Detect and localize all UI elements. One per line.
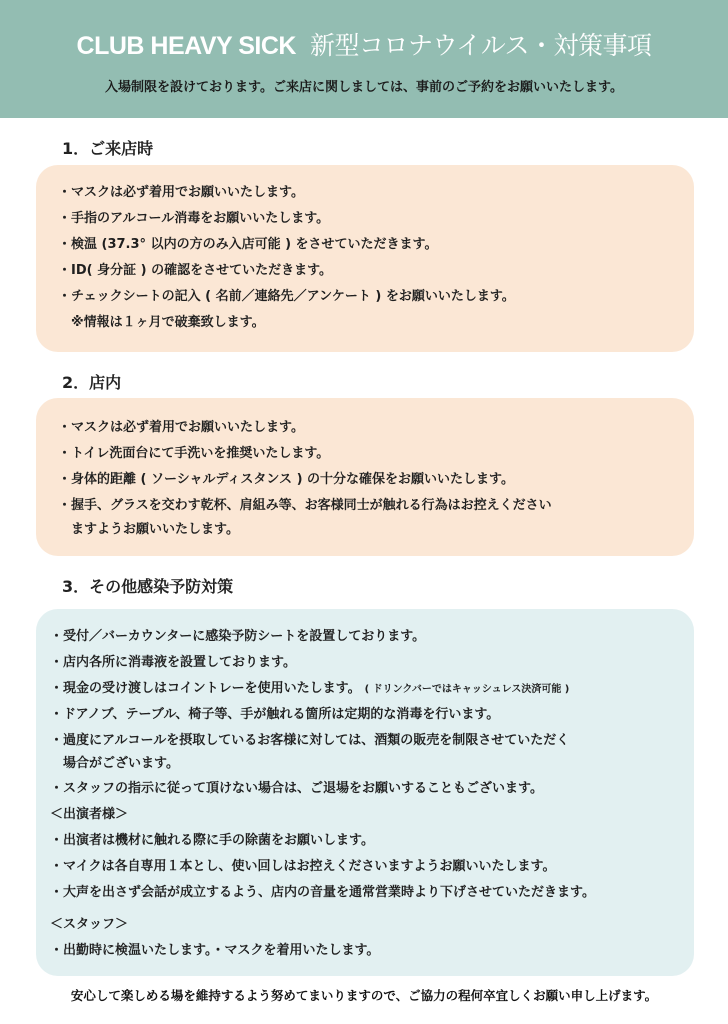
list-item: ・握手、グラスを交わす乾杯、肩組み等、お客様同士が触れる行為はお控えください [58, 498, 552, 513]
list-item: ・チェックシートの記入 ( 名前／連絡先／アンケート ) をお願いいたします。 [58, 289, 515, 304]
closing-message: 安心して楽しめる場を維持するよう努めてまいりますので、ご協力の程何卒宜しくお願い申し上げます。 [70, 988, 658, 1003]
section-title-other-measures: 3．その他感染予防対策 [62, 577, 234, 596]
header-banner [0, 0, 728, 118]
list-item: ・マスクは必ず着用でお願いいたします。 [58, 185, 304, 200]
list-item: ・トイレ洗面台にて手洗いを推奨いたします。 [58, 446, 330, 461]
section-box-in-store [36, 398, 694, 556]
list-item: ・手指のアルコール消毒をお願いいたします。 [58, 211, 330, 226]
list-item: ・店内各所に消毒液を設置しております。 [50, 655, 296, 670]
page-title [0, 26, 728, 62]
list-item [50, 677, 569, 696]
list-item: ・スタッフの指示に従って頂けない場合は、ご退場をお願いすることもございます。 [50, 781, 543, 796]
list-item: ・マスクは必ず着用でお願いいたします。 [58, 420, 304, 435]
section-box-arrival [36, 165, 694, 352]
list-item: ・出勤時に検温いたします。・マスクを着用いたします。 [50, 943, 380, 958]
list-item-cont: ますようお願いいたします。 [58, 522, 239, 537]
list-item: ・ID( 身分証 ) の確認をさせていただきます。 [58, 263, 333, 278]
section-title-arrival: 1．ご来店時 [62, 139, 154, 158]
list-item: ・大声を出さず会話が成立するよう、店内の音量を通常営業時より下げさせていただきます。 [50, 885, 595, 900]
section-title-in-store: 2．店内 [62, 373, 122, 392]
list-item: ・受付／バーカウンターに感染予防シートを設置しております。 [50, 629, 426, 644]
list-item: ・ドアノブ、テーブル、椅子等、手が触れる箇所は定期的な消毒を行います。 [50, 707, 500, 722]
list-item: ・身体的距離 ( ソーシャルディスタンス ) の十分な確保をお願いいたします。 [58, 472, 514, 487]
list-item: ・マイクは各自専用１本とし、使い回しはお控えくださいますようお願いいたします。 [50, 859, 556, 874]
list-item: ・過度にアルコールを摂取しているお客様に対しては、酒類の販売を制限させていただく [50, 733, 570, 748]
section-box-other-measures [36, 609, 694, 976]
cashless-note: ( ドリンクバーではキャッシュレス決済可能 ) [364, 684, 570, 695]
list-note: ※情報は１ヶ月で破棄致します。 [58, 315, 265, 330]
subheading-staff: ＜スタッフ＞ [50, 917, 129, 932]
title-en: CLUB HEAVY SICK [76, 32, 296, 60]
cash-tray-text: ・現金の受け渡しはコイントレーを使用いたします。 [50, 681, 361, 696]
list-item: ・出演者は機材に触れる際に手の除菌をお願いします。 [50, 833, 374, 848]
list-item: ・検温 (37.3° 以内の方のみ入店可能 ) をさせていただきます。 [58, 237, 438, 252]
reservation-notice: 入場制限を設けております。ご来店に関しましては、事前のご予約をお願いいたします。 [105, 80, 623, 95]
subheading-performers: ＜出演者様＞ [50, 807, 129, 822]
list-item-cont: 場合がございます。 [50, 756, 179, 771]
title-jp: 新型コロナウイルス・対策事項 [309, 31, 652, 60]
